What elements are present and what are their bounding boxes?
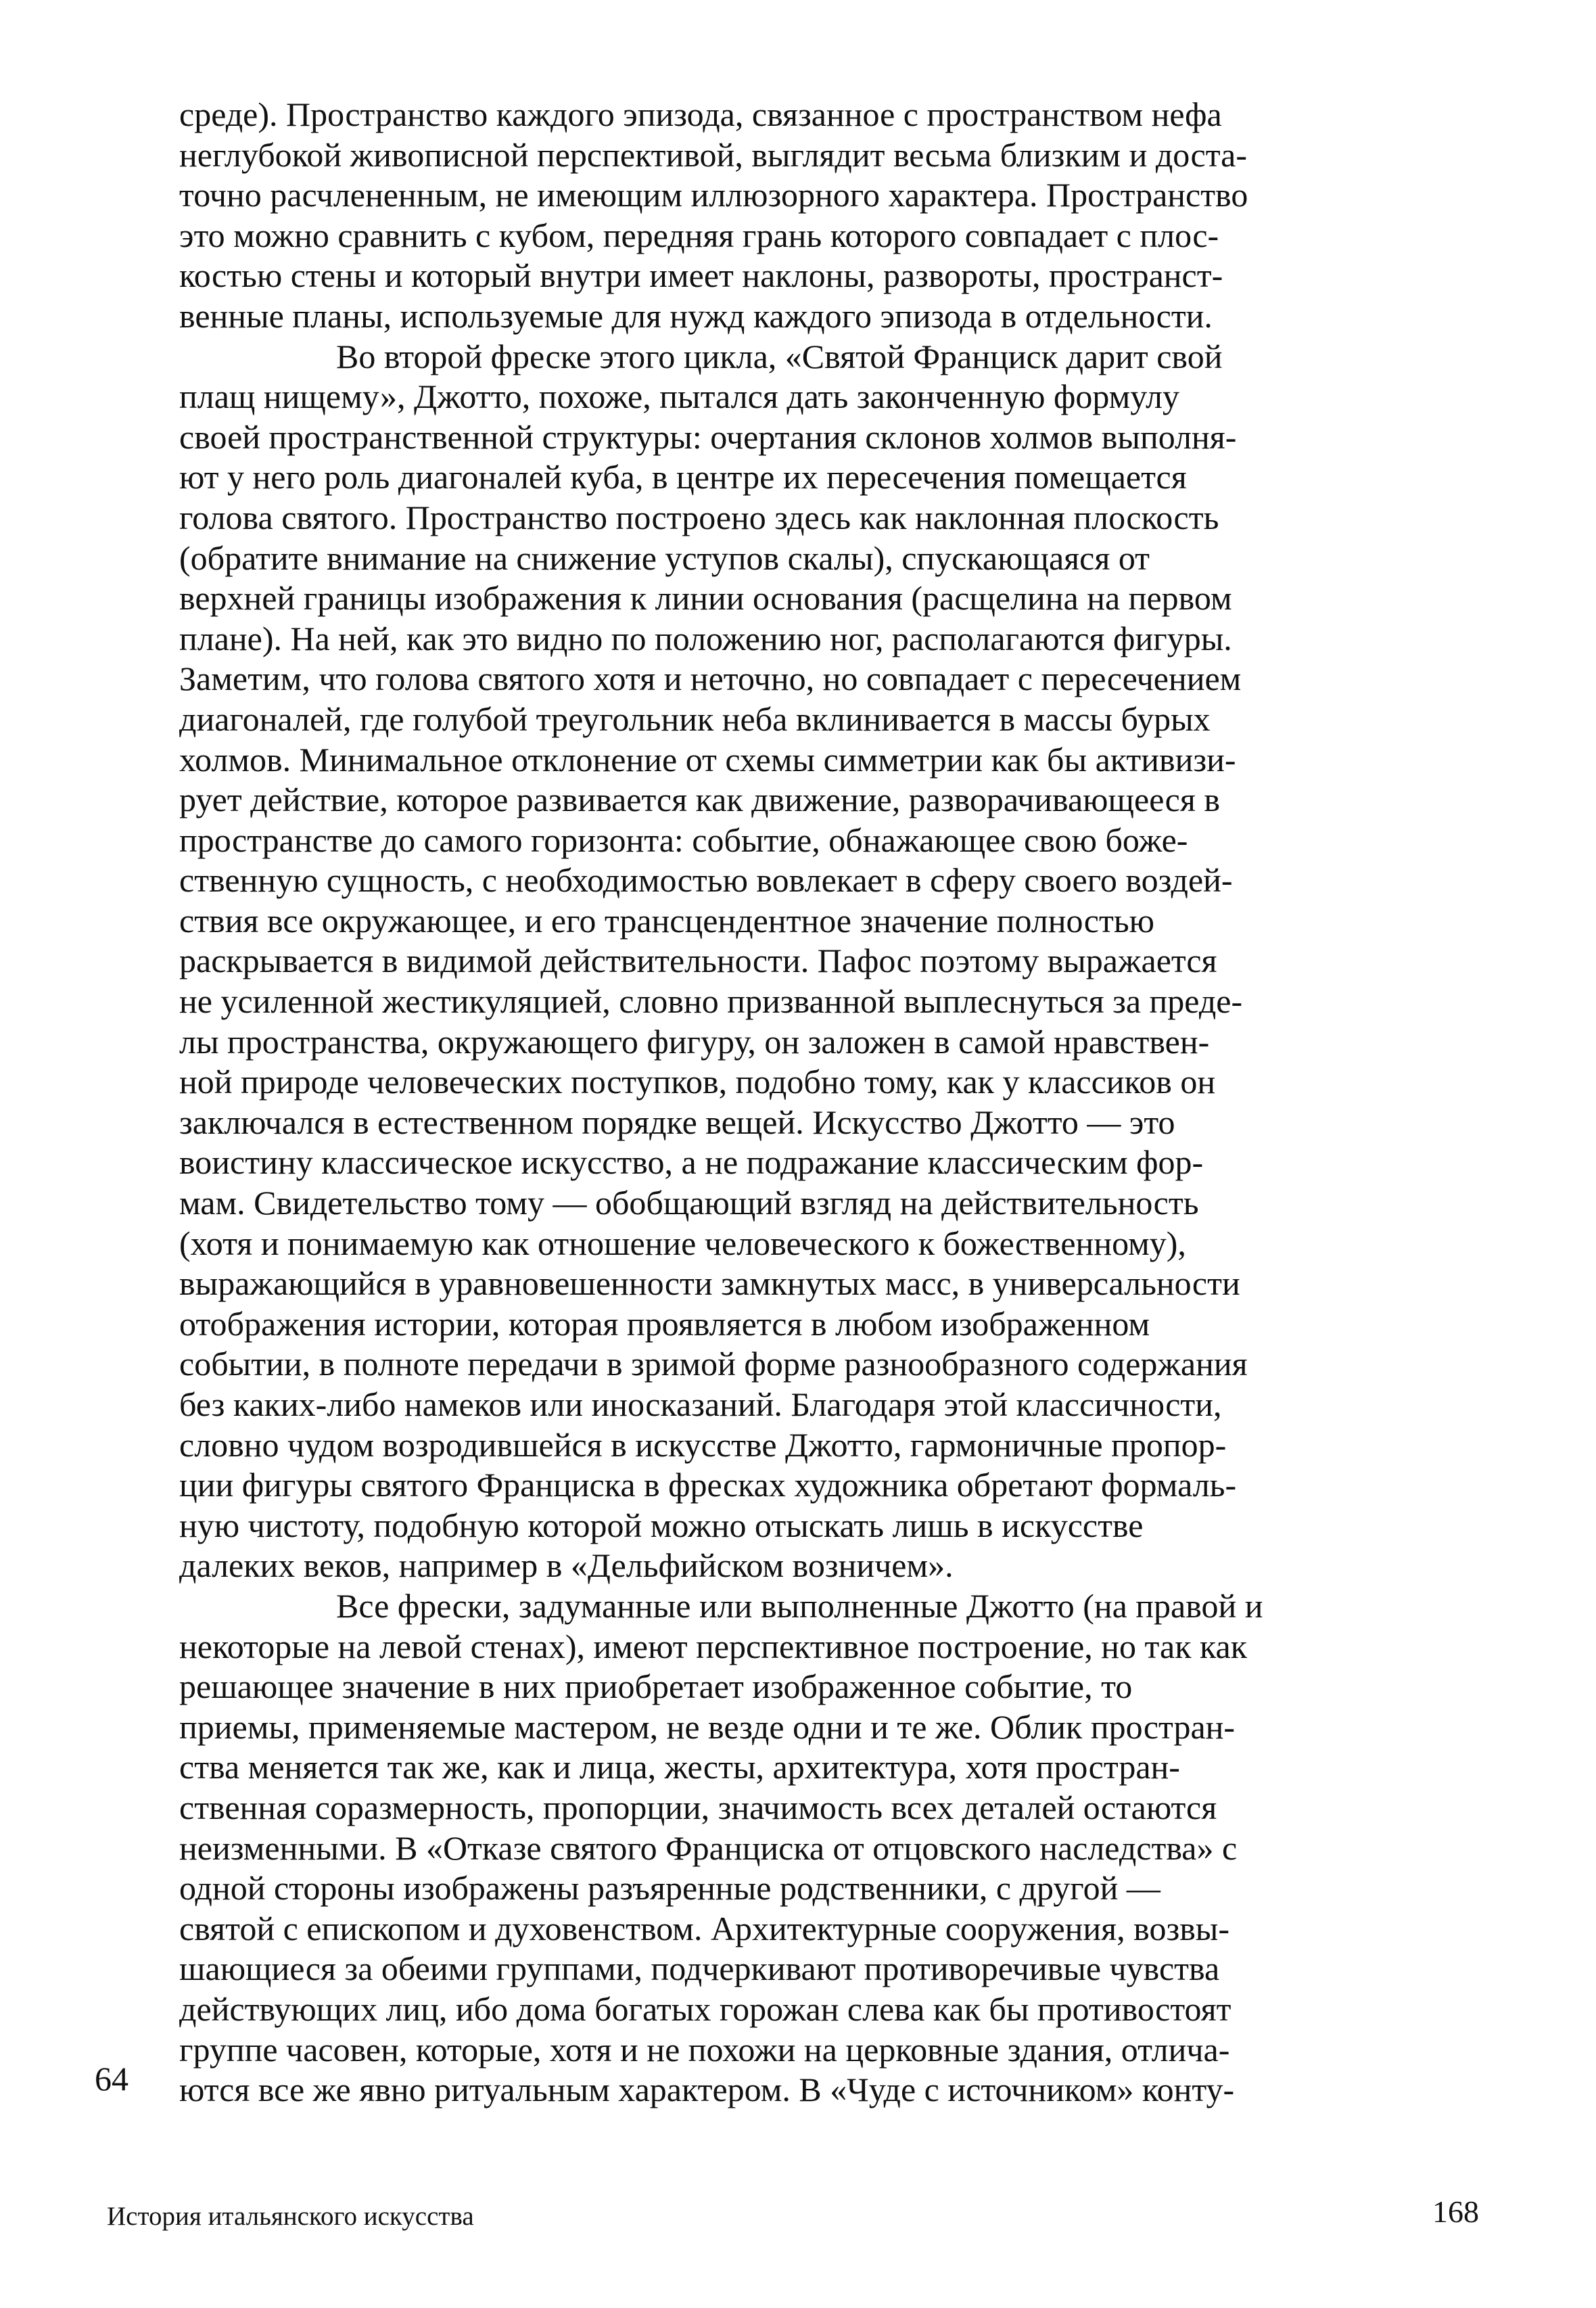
text-line: своей пространственной структуры: очертания склонов холмов выполня- [179,417,1237,456]
text-line: некоторые на левой стенах), имеют перспективное построение, но так как [179,1627,1248,1665]
text-line: раскрывается в видимой действительности. Пафос поэтому выражается [179,942,1217,980]
text-line: среде). Пространство каждого эпизода, связанное с пространством нефа [179,95,1222,133]
text-line: без каких-либо намеков или иносказаний. Благодаря этой классичности, [179,1385,1222,1423]
text-line: далеких веков, например в «Дельфийском возничем». [179,1546,954,1585]
text-line: голова святого. Пространство построено здесь как наклонная плоскость [179,498,1219,536]
text-line: словно чудом возродившейся в искусстве Джотто, гармоничные пропор- [179,1425,1227,1464]
text-line: решающее значение в них приобретает изображенное событие, то [179,1667,1133,1706]
text-line: выражающийся в уравновешенности замкнутых масс, в универсальности [179,1264,1240,1303]
text-line: венные планы, используемые для нужд каждого эпизода в отдельности. [179,296,1213,335]
text-line: группе часовен, которые, хотя и не похожи на церковные здания, отлича- [179,2030,1230,2069]
text-line: ства меняется так же, как и лица, жесты, архитектура, хотя простран- [179,1748,1180,1786]
text-line: ной природе человеческих поступков, подобно тому, как у классиков он [179,1063,1216,1101]
text-line: отображения истории, которая проявляется в любом изображенном [179,1304,1150,1343]
text-line: ственная соразмерность, пропорции, значимость всех деталей остаются [179,1788,1217,1826]
text-line: холмов. Минимальное отклонение от схемы симметрии как бы активизи- [179,740,1236,779]
text-line: Во второй фреске этого цикла, «Святой Франциск дарит свой [336,337,1223,375]
text-line: ются все же явно ритуальным характером. В «Чуде с источником» конту- [179,2071,1235,2109]
text-line: плащ нищему», Джотто, похоже, пытался дать законченную формулу [179,377,1180,416]
body-text [179,95,1505,2110]
text-line: заключался в естественном порядке вещей. Искусство Джотто — это [179,1103,1175,1141]
text-line: верхней границы изображения к линии основания (расщелина на первом [179,579,1232,618]
text-line: пространстве до самого горизонта: событие, обнажающее свою боже- [179,821,1188,859]
footer-book-title: История итальянского искусства [107,2202,474,2231]
text-line: точно расчлененным, не имеющим иллюзорного характера. Пространство [179,176,1248,214]
text-line: ствия все окружающее, и его трансцендентное значение полностью [179,901,1154,940]
text-line: лы пространства, окружающего фигуру, он заложен в самой нравствен- [179,1022,1210,1061]
footer-page-number: 168 [1432,2194,1479,2229]
text-line: костью стены и который внутри имеет наклоны, развороты, пространст- [179,256,1223,295]
text-line: Заметим, что голова святого хотя и неточно, но совпадает с пересечением [179,660,1242,698]
text-line: мам. Свидетельство тому — обобщающий взгляд на действительность [179,1184,1199,1222]
text-line: неглубокой живописной перспективой, выглядит весьма близким и доста- [179,135,1248,174]
text-line: это можно сравнить с кубом, передняя грань которого совпадает с плос- [179,216,1219,254]
text-line: не усиленной жестикуляцией, словно призванной выплеснуться за преде- [179,982,1243,1021]
text-line: (обратите внимание на снижение уступов скалы), спускающаяся от [179,538,1150,577]
text-line: событии, в полноте передачи в зримой форме разнообразного содержания [179,1345,1248,1383]
text-line: ции фигуры святого Франциска в фресках художника обретают формаль- [179,1466,1237,1504]
text-line: воистину классическое искусство, а не подражание классическим фор- [179,1143,1204,1182]
margin-page-number: 64 [95,2060,128,2098]
text-line: одной стороны изображены разъяренные родственники, с другой — [179,1869,1160,1908]
text-line: ную чистоту, подобную которой можно отыскать лишь в искусстве [179,1506,1144,1544]
text-line: диагоналей, где голубой треугольник неба вклинивается в массы бурых [179,699,1211,738]
text-line: плане). На ней, как это видно по положению ног, располагаются фигуры. [179,619,1232,657]
text-line: шающиеся за обеими группами, подчеркивают противоречивые чувства [179,1949,1220,1988]
text-line: действующих лиц, ибо дома богатых горожан слева как бы противостоят [179,1989,1231,2028]
text-line: неизменными. В «Отказе святого Франциска от отцовского наследства» с [179,1828,1238,1867]
text-line: Все фрески, задуманные или выполненные Джотто (на правой и [336,1586,1263,1625]
text-line: приемы, применяемые мастером, не везде одни и те же. Облик простран- [179,1707,1236,1746]
text-line: святой с епископом и духовенством. Архитектурные сооружения, возвы- [179,1909,1230,1947]
text-line: рует действие, которое развивается как движение, разворачивающееся в [179,781,1220,819]
text-line: ственную сущность, с необходимостью вовлекает в сферу своего воздей- [179,861,1233,900]
text-line: (хотя и понимаемую как отношение человеческого к божественному), [179,1224,1186,1262]
text-line: ют у него роль диагоналей куба, в центре их пересечения помещается [179,458,1187,497]
